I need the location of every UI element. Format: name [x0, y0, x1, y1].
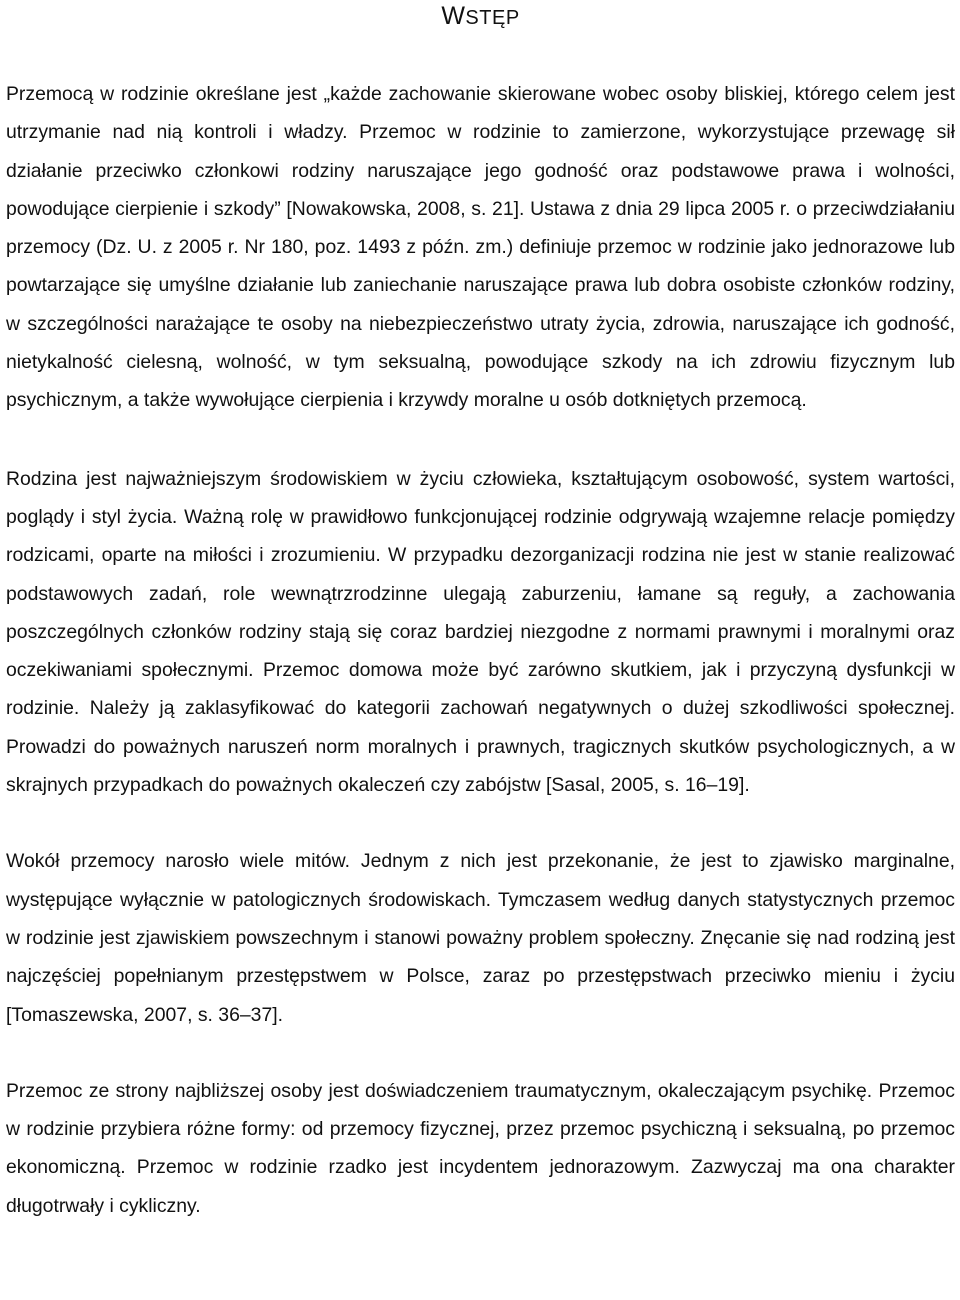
paragraph-myths: Wokół przemocy narosło wiele mitów. Jednym z nich jest przekonanie, że jest to zjawisko marginalne, występujące wyłącznie w patologicznych środowiskach. Tymczasem według danych statystycznych przemoc w rodzinie jest zjawiskiem powszechnym i stanowi poważny problem społeczny. Znęcanie się nad rodziną jest najczęściej popełnianym przestępstwem w Polsce, zaraz po przestępstwach przeciwko mieniu i życiu [Tomaszewska, 2007, s. 36–37]. [6, 850, 955, 1026]
page-title [6, 0, 955, 31]
paragraph-definition: Przemocą w rodzinie określane jest „każde zachowanie skierowane wobec osoby bliskiej, którego celem jest utrzymanie nad nią kontroli i władzy. Przemoc w rodzinie to zamierzone, wykorzystujące przewagę sił działanie przeciwko członkowi rodziny naruszające jego godność oraz podstawowe prawa i wolności, powodujące cierpienie i szkody” [Nowakowska, 2008, s. 21]. Ustawa z dnia 29 lipca 2005 r. o przeciwdziałaniu przemocy (Dz. U. z 2005 r. Nr 180, poz. 1493 z późn. zm.) definiuje przemoc w rodzinie jako jednorazowe lub powtarzające się umyślne działanie lub zaniechanie naruszające prawa lub dobra osobiste członków rodziny, w szczególności narażające te osoby na niebezpieczeństwo utraty życia, zdrowia, naruszające ich godność, nietykalność cielesną, wolność, w tym seksualną, powodujące szkody na ich zdrowiu fizycznym lub psychicznym, a także wywołujące cierpienia i krzywdy moralne u osób dotkniętych przemocą. [6, 83, 955, 412]
paragraph-family: Rodzina jest najważniejszym środowiskiem w życiu człowieka, kształtującym osobowość, system wartości, poglądy i styl życia. Ważną rolę w prawidłowo funkcjonującej rodzinie odgrywają wzajemne relacje pomiędzy rodzicami, oparte na miłości i zrozumieniu. W przypadku dezorganizacji rodzina nie jest w stanie realizować podstawowych zadań, role wewnątrzrodzinne ulegają zaburzeniu, łamane są reguły, a zachowania poszczególnych członków rodziny stają się coraz bardziej niezgodne z normami prawnymi i moralnymi oraz oczekiwaniami społecznymi. Przemoc domowa może być zarówno skutkiem, jak i przyczyną dysfunkcji w rodzinie. Należy ją zaklasyfikować do kategorii zachowań negatywnych o dużej szkodliwości społecznej. Prowadzi do poważnych naruszeń norm moralnych i prawnych, tragicznych skutków psychologicznych, a w skrajnych przypadkach do poważnych okaleczeń czy zabójstw [Sasal, 2005, s. 16–19]. [6, 467, 955, 797]
paragraph-forms: Przemoc ze strony najbliższej osoby jest doświadczeniem traumatycznym, okaleczającym psychikę. Przemoc w rodzinie przybiera różne formy: od przemocy fizycznej, przez przemoc psychiczną i seksualną, po przemoc ekonomiczną. Przemoc w rodzinie rzadko jest incydentem jednorazowym. Zazwyczaj ma ona charakter długotrwały i cykliczny. [6, 1079, 955, 1217]
title-first-letter: W [441, 2, 466, 30]
title-rest: STĘP [465, 7, 520, 29]
